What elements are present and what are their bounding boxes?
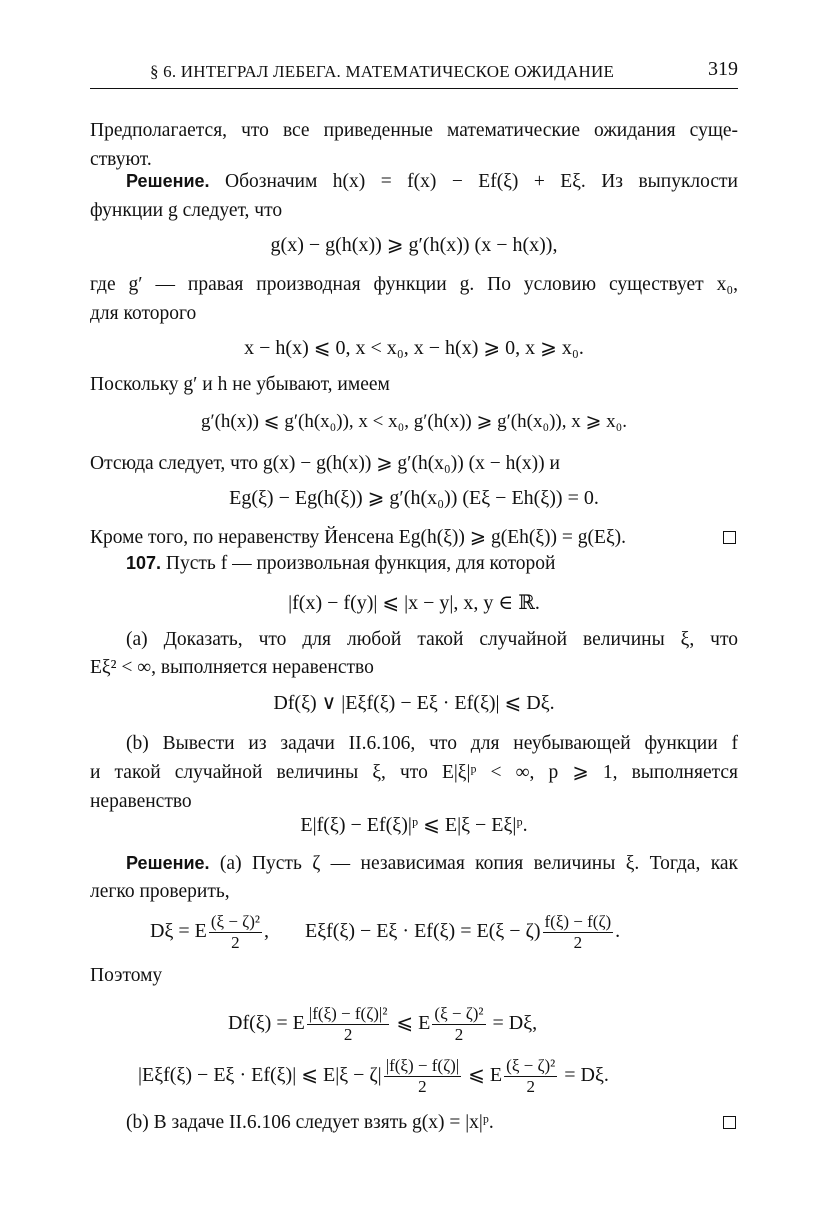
text-line: Eξ² < ∞, выполняется неравенство: [90, 657, 374, 678]
eq-part: ⩽ E: [396, 1012, 431, 1035]
eq-part: Df(ξ) = E: [228, 1012, 305, 1035]
chapter-title: § 6. ИНТЕГРАЛ ЛЕБЕГА. МАТЕМАТИЧЕСКОЕ ОЖИДАНИЕ: [150, 62, 615, 81]
eq-part: ⩽ E: [468, 1064, 503, 1087]
text-line: функции g следует, что: [90, 200, 283, 221]
text-line: (b) Вывести из задачи II.6.106, что для неубывающей функции f: [126, 733, 738, 754]
equation-variance-f: [228, 1004, 537, 1045]
text-line: где g′ — правая производная функции g. По условию существует x₀,: [90, 274, 738, 295]
fraction-denominator: 2: [504, 1076, 557, 1097]
equation-convexity: g(x) − g(h(x)) ⩾ g′(h(x)) (x − h(x)),: [270, 234, 558, 256]
fraction-denominator: 2: [307, 1024, 390, 1045]
equation-lipschitz: |f(x) − f(y)| ⩽ |x − y|, x, y ∈ ℝ.: [288, 592, 540, 614]
problem-107: [90, 549, 738, 578]
qed-square-icon: [723, 1116, 736, 1129]
problem-number: 107.: [126, 553, 162, 573]
equation-expectation: Eg(ξ) − Eg(h(ξ)) ⩾ g′(h(x₀)) (Eξ − Eh(ξ)) = 0.: [229, 487, 599, 509]
fraction: [307, 1004, 390, 1045]
text-line: (a) Пусть ζ — независимая копия величины ξ. Тогда, как: [219, 853, 739, 874]
fraction: [504, 1056, 557, 1097]
solution-paragraph: [90, 849, 738, 878]
fraction-numerator: |f(ξ) − f(ζ)|: [385, 1056, 460, 1075]
text-line: Обозначим h(x) = f(x) − Ef(ξ) + Eξ. Из выпуклости: [224, 171, 738, 192]
page-number: 319: [708, 58, 738, 80]
eq-part: = Dξ,: [492, 1012, 538, 1035]
text-line: и такой случайной величины ξ, что E|ξ|ᵖ < ∞, p ⩾ 1, выполняется: [90, 762, 738, 783]
eq-part: Dξ = E: [150, 920, 207, 943]
text-line: для которого: [90, 303, 197, 324]
eq-part: .: [615, 920, 621, 943]
text-line: легко проверить,: [90, 881, 230, 902]
solution-label: Решение.: [126, 171, 210, 191]
fraction: [432, 1004, 485, 1045]
text-line: (a) Доказать, что для любой такой случайной величины ξ, что: [126, 629, 738, 650]
fraction-numerator: (ξ − ζ)²: [506, 1056, 556, 1075]
eq-part: ,: [263, 920, 269, 943]
text-line: (b) В задаче II.6.106 следует взять g(x) = |x|ᵖ.: [126, 1112, 494, 1133]
text-line: Кроме того, по неравенству Йенсена Eg(h(ξ)) ⩾ g(Eh(ξ)) = g(Eξ).: [90, 527, 627, 548]
equation-sign-conditions: x − h(x) ⩽ 0, x < x₀, x − h(x) ⩾ 0, x ⩾ x₀.: [244, 337, 584, 359]
fraction-denominator: 2: [384, 1076, 461, 1097]
qed-square-icon: [723, 531, 736, 544]
eq-part: Eξf(ξ) − Eξ · Ef(ξ) = E(ξ − ζ): [304, 920, 541, 943]
solution-label: Решение.: [126, 853, 210, 873]
text-line: Отсюда следует, что g(x) − g(h(x)) ⩾ g′(h(x₀)) (x − h(x)) и: [90, 453, 560, 474]
fraction: [543, 912, 614, 953]
eq-part: = Dξ.: [564, 1064, 609, 1087]
eq-part: |Eξf(ξ) − Eξ · Ef(ξ)| ⩽ E|ξ − ζ|: [138, 1064, 382, 1087]
fraction-numerator: f(ξ) − f(ζ): [544, 912, 612, 931]
text-line: неравенство: [90, 791, 192, 812]
equation-monotone: g′(h(x)) ⩽ g′(h(x₀)), x < x₀, g′(h(x)) ⩾ g′(h(x₀)), x ⩾ x₀.: [200, 411, 628, 432]
fraction-denominator: 2: [209, 932, 262, 953]
text-line: Поэтому: [90, 965, 163, 986]
equation-variance-bound: Df(ξ) ∨ |Eξf(ξ) − Eξ · Ef(ξ)| ⩽ Dξ.: [273, 692, 555, 714]
running-header: [90, 58, 738, 89]
equation-moment-bound: E|f(ξ) − Ef(ξ)|ᵖ ⩽ E|ξ − Eξ|ᵖ.: [300, 814, 528, 836]
fraction: [209, 912, 262, 953]
text-line: ствуют.: [90, 149, 152, 170]
fraction-numerator: (ξ − ζ)²: [434, 1004, 484, 1023]
text-line: Предполагается, что все приведенные математические ожидания суще-: [90, 120, 738, 141]
text-line: Пусть f — произвольная функция, для которой: [165, 553, 556, 574]
fraction-numerator: |f(ξ) − f(ζ)|²: [308, 1004, 388, 1023]
text-line: Поскольку g′ и h не убывают, имеем: [90, 374, 390, 395]
equation-copy-identities: [150, 912, 620, 953]
fraction-denominator: 2: [543, 932, 614, 953]
fraction-numerator: (ξ − ζ)²: [210, 912, 260, 931]
equation-covariance-f: [138, 1056, 609, 1097]
fraction-denominator: 2: [432, 1024, 485, 1045]
fraction: [384, 1056, 461, 1097]
solution-paragraph: [90, 167, 738, 196]
